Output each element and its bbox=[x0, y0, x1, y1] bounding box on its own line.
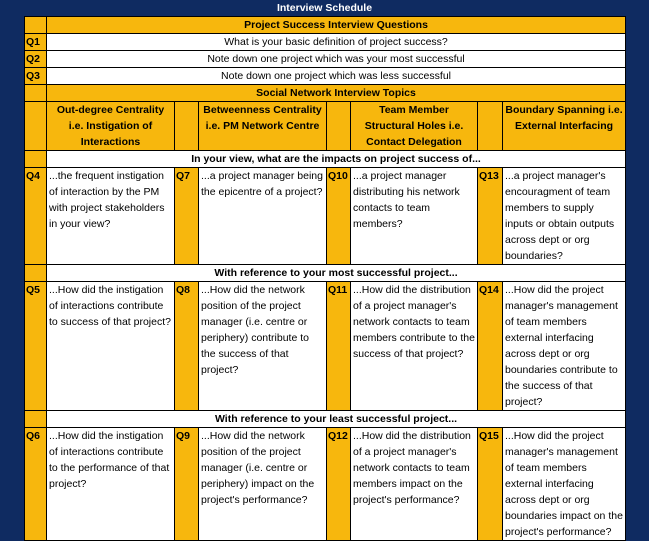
page-title: Interview Schedule bbox=[276, 2, 373, 14]
question-text: ...How did the distribution of a project manager's network contacts to team members contribute to the success of that project? bbox=[351, 282, 478, 411]
question-text: ...How did the distribution of a project manager's network contacts to team members impact on the project's performance? bbox=[351, 428, 478, 541]
question-text: ...a project manager being the epicentre of a project? bbox=[199, 168, 327, 265]
column-header: Team Member Structural Holes i.e. Contact Delegation bbox=[351, 102, 478, 151]
question-text: ...How did the instigation of interactions contribute to success of that project? bbox=[47, 282, 175, 411]
question-id: Q9 bbox=[175, 428, 199, 541]
question-id: Q5 bbox=[25, 282, 47, 411]
success-questions-heading: Project Success Interview Questions bbox=[47, 17, 626, 34]
question-id: Q7 bbox=[175, 168, 199, 265]
question-id: Q3 bbox=[25, 68, 47, 85]
question-text: ...a project manager distributing his network contacts to team members? bbox=[351, 168, 478, 265]
column-header: Betweenness Centrality i.e. PM Network Centre bbox=[199, 102, 327, 151]
question-row bbox=[25, 282, 626, 411]
question-id: Q6 bbox=[25, 428, 47, 541]
question-id: Q4 bbox=[25, 168, 47, 265]
question-row bbox=[25, 428, 626, 541]
question-text: ...How did the network position of the project manager (i.e. centre or periphery) impact on the project's performance? bbox=[199, 428, 327, 541]
header-spacer bbox=[25, 85, 47, 102]
question-id: Q8 bbox=[175, 282, 199, 411]
question-id: Q14 bbox=[478, 282, 503, 411]
question-row bbox=[25, 68, 626, 85]
question-text: ...How did the network position of the project manager (i.e. centre or periphery) contribute to the success of that project? bbox=[199, 282, 327, 411]
question-text: ...the frequent instigation of interaction by the PM with project stakeholders in your view? bbox=[47, 168, 175, 265]
column-header: Boundary Spanning i.e. External Interfacing bbox=[503, 102, 626, 151]
question-id: Q13 bbox=[478, 168, 503, 265]
question-row bbox=[25, 51, 626, 68]
network-topics-heading: Social Network Interview Topics bbox=[47, 85, 626, 102]
question-id: Q10 bbox=[327, 168, 351, 265]
column-header: Out-degree Centrality i.e. Instigation of Interactions bbox=[47, 102, 175, 151]
group-heading: With reference to your most successful project... bbox=[47, 265, 626, 282]
question-id: Q15 bbox=[478, 428, 503, 541]
header-spacer bbox=[25, 17, 47, 34]
question-text: ...a project manager's encouragment of team members to supply inputs or obtain outputs across dept or org boundaries? bbox=[503, 168, 626, 265]
question-id: Q11 bbox=[327, 282, 351, 411]
question-id: Q2 bbox=[25, 51, 47, 68]
interview-table bbox=[24, 16, 626, 541]
question-text: Note down one project which was your most successful bbox=[47, 51, 626, 68]
question-id: Q1 bbox=[25, 34, 47, 51]
question-text: ...How did the project manager's management of team members external interfacing across dept or org boundaries impact on the project's performance? bbox=[503, 428, 626, 541]
question-row bbox=[25, 34, 626, 51]
group-heading: In your view, what are the impacts on project success of... bbox=[47, 151, 626, 168]
question-row bbox=[25, 168, 626, 265]
question-text: ...How did the project manager's management of team members external interfacing across dept or org boundaries contribute to the success of that project? bbox=[503, 282, 626, 411]
question-text: What is your basic definition of project success? bbox=[47, 34, 626, 51]
question-id: Q12 bbox=[327, 428, 351, 541]
group-heading: With reference to your least successful project... bbox=[47, 411, 626, 428]
question-text: ...How did the instigation of interactions contribute to the performance of that project? bbox=[47, 428, 175, 541]
question-text: Note down one project which was less successful bbox=[47, 68, 626, 85]
